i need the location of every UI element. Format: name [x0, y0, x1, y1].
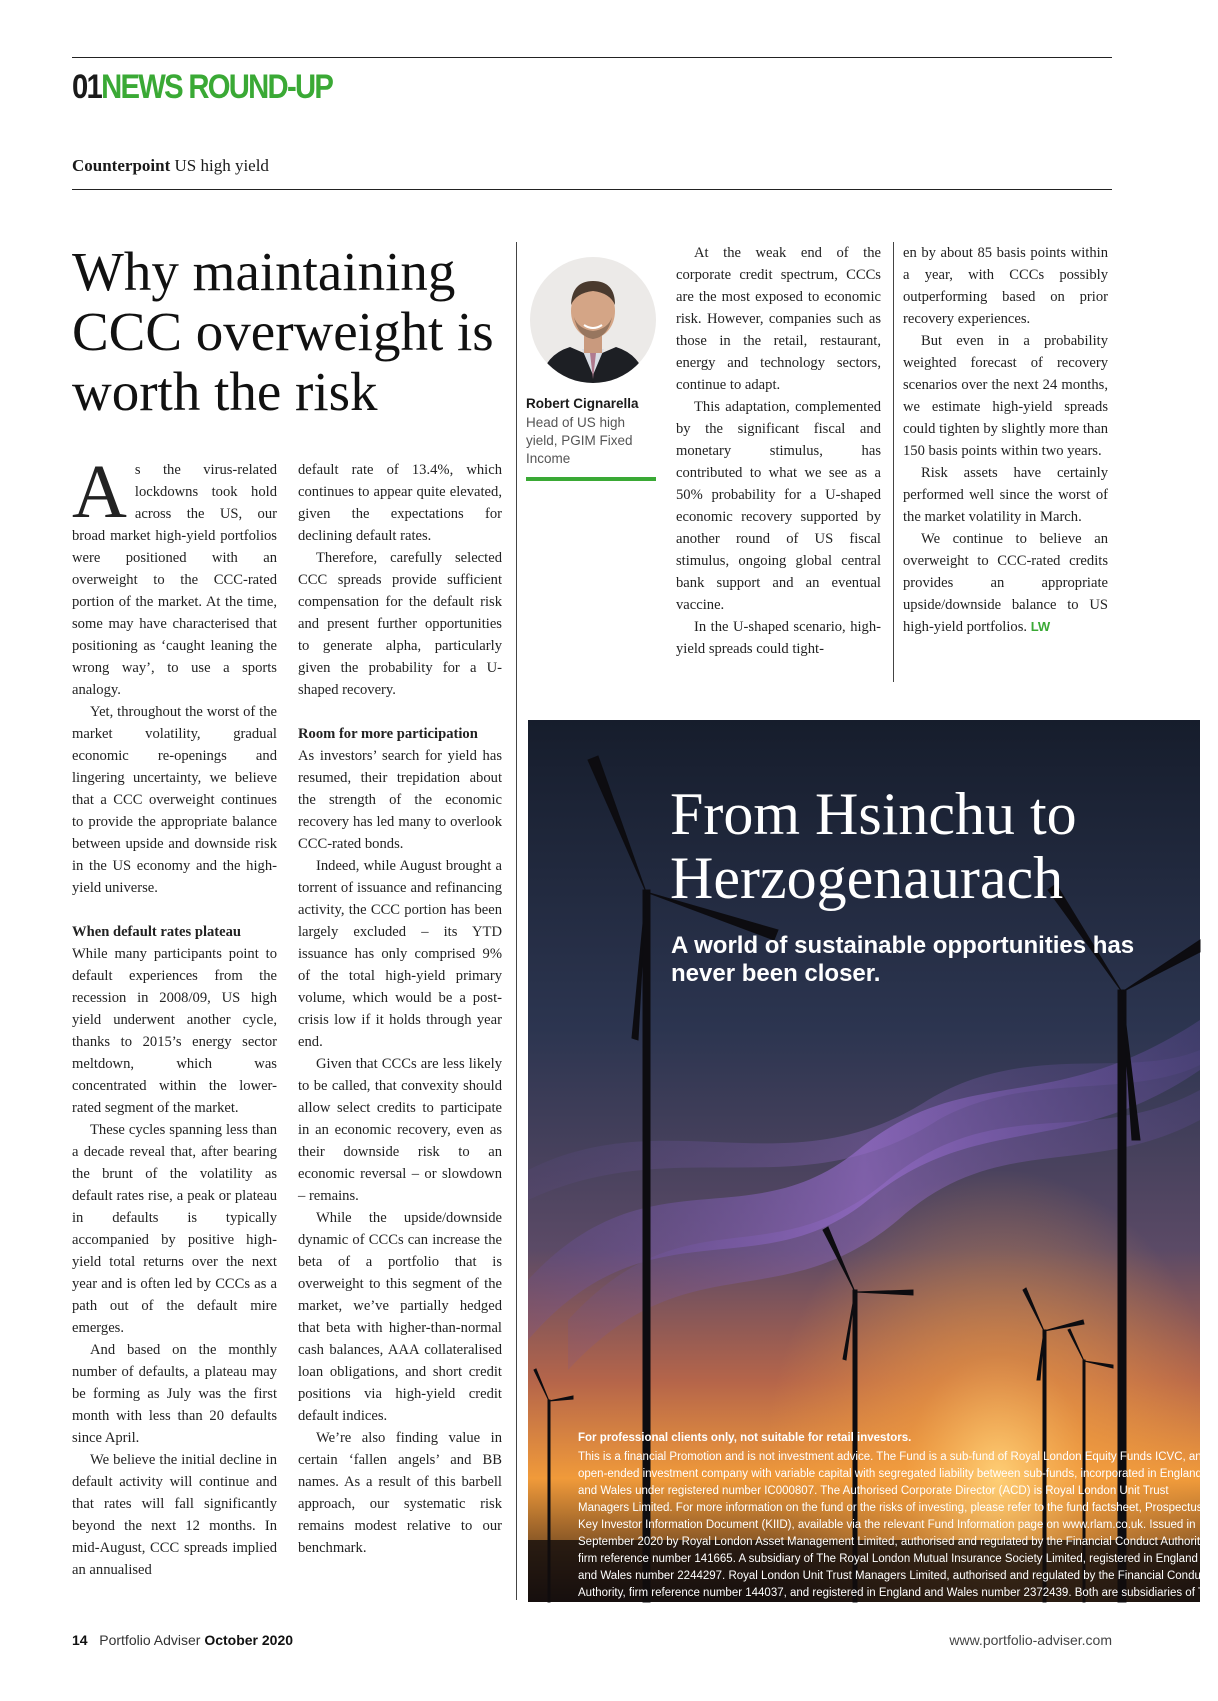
- paragraph: While the upside/downside dynamic of CCCs can increase the beta of a portfolio that is overweight to this segment of the market, we’ve partially hedged that beta with higher-than-normal cash balances, AAA collateralised loan obligations, and short credit positions via high-yield credit default indices.: [298, 1210, 502, 1424]
- article-column-3: [676, 242, 881, 660]
- paragraph-text: s the virus-related lockdowns took hold across the US, our broad market high-yield portfolios were positioned with an overweight to the CCC-rated portion of the market. At the time, some may have characterised that positioning as ‘caught leaning the wrong way’, to use a sports analogy.: [72, 462, 277, 698]
- paragraph: We’re also finding value in certain ‘fallen angels’ and BB names. As a result of this barbell approach, our systematic risk remains modest relative to our benchmark.: [298, 1430, 502, 1556]
- footer-folio: [72, 1632, 293, 1648]
- article-column-1: [72, 450, 277, 1581]
- footer-website[interactable]: www.portfolio-adviser.com: [949, 1632, 1112, 1648]
- author-signoff: LW: [1030, 619, 1051, 634]
- top-rule: [72, 57, 1112, 58]
- paragraph: And based on the monthly number of defaults, a plateau may be forming as July was the first month with less than 20 defaults since April.: [72, 1342, 277, 1446]
- kicker-label: Counterpoint: [72, 156, 171, 175]
- kicker-topic: US high yield: [170, 156, 269, 175]
- column-divider: [893, 242, 894, 682]
- article-column-4: [903, 242, 1108, 638]
- paragraph: en by about 85 basis points within a year, with CCCs possibly outperforming based on prior recovery experiences.: [903, 245, 1108, 327]
- article-column-2: [298, 459, 502, 1559]
- paragraph: Therefore, carefully selected CCC spreads provide sufficient compensation for the default risk and present further opportunities to generate alpha, particularly given the probability for a U-shaped recovery.: [298, 550, 502, 698]
- section-number: 01: [72, 68, 102, 106]
- header-rule: [72, 189, 1112, 190]
- paragraph: We believe the initial decline in default activity will continue and that rates will fall significantly beyond the next 12 months. In mid-August, CCC spreads implied an annualised: [72, 1452, 277, 1578]
- paragraph: [903, 528, 1108, 638]
- paragraph: In the U-shaped scenario, high-yield spreads could tight-: [676, 619, 881, 657]
- paragraph: Given that CCCs are less likely to be called, that convexity should allow select credits to participate in an economic recovery, even as their downside risk to an economic reversal – or slowdown – remains.: [298, 1056, 502, 1204]
- paragraph: But even in a probability weighted forecast of recovery scenarios over the next 24 months, we estimate high-yield spreads could tighten by slightly more than 150 basis points within two years.: [903, 333, 1108, 459]
- issue-date: October 2020: [204, 1632, 294, 1648]
- paragraph: [72, 450, 277, 701]
- paragraph: At the weak end of the corporate credit spectrum, CCCs are the most exposed to economic risk. However, companies such as those in the retail, restaurant, energy and technology sectors, continue to adapt.: [676, 245, 881, 393]
- subheading: Room for more participation: [298, 726, 478, 742]
- author-portrait: [530, 257, 656, 383]
- paragraph: Yet, throughout the worst of the market volatility, gradual economic re-openings and lingering uncertainty, we believe that a CCC overweight continues to provide the appropriate balance between upside and downside risk in the US economy and the high-yield universe.: [72, 704, 277, 896]
- publication-name: Portfolio Adviser: [99, 1632, 201, 1648]
- drop-cap: A: [72, 450, 127, 534]
- author-accent-bar: [526, 477, 656, 481]
- paragraph: While many participants point to default experiences from the recession in 2008/09, US high yield underwent another cycle, thanks to 2015’s energy sector meltdown, which was concentrated within the lower-rated segment of the market.: [72, 946, 277, 1116]
- paragraph: default rate of 13.4%, which continues to appear quite elevated, given the expectations for declining default rates.: [298, 462, 502, 544]
- paragraph: Risk assets have certainly performed well since the worst of the market volatility in March.: [903, 465, 1108, 525]
- paragraph-text: We continue to believe an overweight to CCC-rated credits provides an appropriate upside/downside balance to US high-yield portfolios.: [903, 531, 1108, 635]
- section-header: [72, 68, 332, 107]
- paragraph: As investors’ search for yield has resumed, their trepidation about the strength of the economic recovery has led many to overlook CCC-rated bonds.: [298, 748, 502, 852]
- ad-disclaimer-title: For professional clients only, not suitable for retail investors.: [578, 1432, 912, 1444]
- ad-subtitle: A world of sustainable opportunities has never been closer.: [671, 932, 1135, 987]
- kicker: [72, 156, 269, 176]
- section-title: NEWS ROUND-UP: [101, 68, 333, 106]
- advertisement[interactable]: [528, 720, 1218, 1633]
- author-name: Robert Cignarella: [526, 396, 639, 411]
- page-number: 14: [72, 1632, 88, 1648]
- subheading: When default rates plateau: [72, 924, 242, 940]
- ad-title: From Hsinchu to Herzogenaurach: [670, 781, 1077, 911]
- paragraph: These cycles spanning less than a decade reveal that, after bearing the brunt of the volatility as default rates rise, a peak or plateau in defaults is typically accompanied by positive high-yield total returns over the next year and is often led by CCCs as a path out of the default mire emerges.: [72, 1122, 277, 1336]
- headline: Why maintaining CCC overweight is worth the risk: [72, 241, 494, 422]
- paragraph: Indeed, while August brought a torrent of issuance and refinancing activity, the CCC portion has been largely excluded – its YTD issuance has only comprised 9% of the total high-yield primary volume, which would be a post-crisis low if it holds through year end.: [298, 858, 502, 1050]
- column-divider: [516, 242, 517, 1600]
- ad-disclaimer: This is a financial Promotion and is not investment advice. The Fund is a sub-fund of Royal London Equity Funds ICVC, an open-ended investment company with variable capital with segregated liability between sub-funds, incorporated in England and Wales under registered number IC000807. The Authorised Corporate Director (ACD) is Royal London Unit Trust Managers Limited. For more information on the fund or the risks of investing, please refer to the fund factsheet, Prospectus or Key Investor Information Document (KIID), available via the relevant Fund Information page on www.rlam.co.uk. Issued in September 2020 by Royal London Asset Management Limited, authorised and regulated by the Financial Conduct Authority, firm reference number 141665. A subsidiary of The Royal London Mutual Insurance Society Limited, registered in England and Wales number 2244297. Royal London Unit Trust Managers Limited, authorised and regulated by the Financial Conduct Authority, firm reference number 144037, and registered in England and Wales number 2372439. Both are subsidiaries of The Royal London Mutual Insurance Society Limited, registered in England and Wales number 99064. Registered Office: 55 Gracechurch Street, London EC3V 0RL.: [578, 1451, 1218, 1633]
- author-role: Head of US high yield, PGIM Fixed Income: [526, 415, 633, 466]
- paragraph: This adaptation, complemented by the significant fiscal and monetary stimulus, has contributed to what we see as a 50% probability for a U-shaped economic recovery supported by another round of US fiscal stimulus, ongoing global central bank support and an eventual vaccine.: [676, 399, 881, 613]
